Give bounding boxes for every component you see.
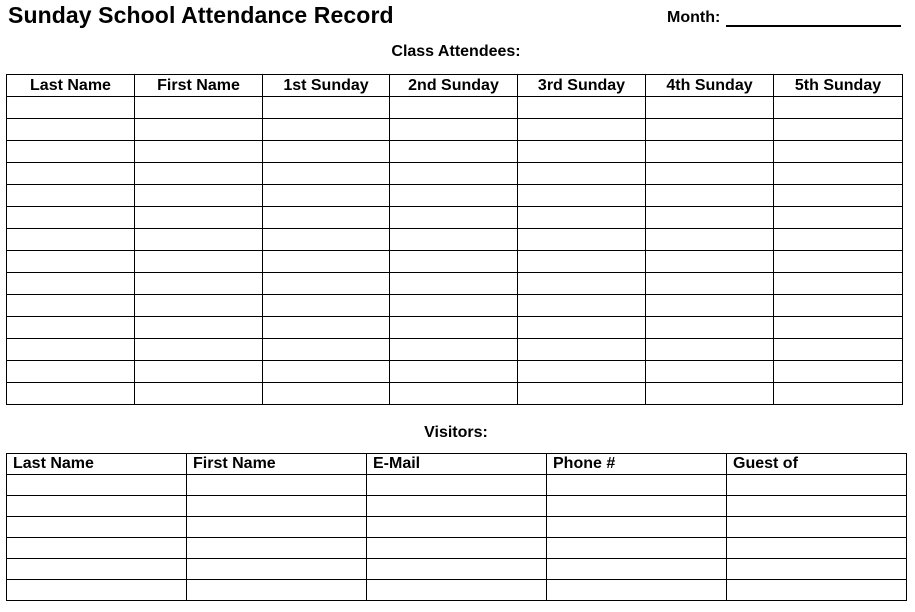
attendee-cell[interactable] — [390, 163, 518, 185]
visitor-cell[interactable] — [367, 580, 547, 601]
attendee-cell[interactable] — [390, 229, 518, 251]
visitor-cell[interactable] — [7, 475, 187, 496]
visitor-row — [7, 496, 907, 517]
attendees-header-row — [7, 75, 903, 97]
attendee-cell[interactable] — [646, 185, 774, 207]
attendee-cell[interactable] — [263, 97, 390, 119]
attendees-col-4th-sunday: 4th Sunday — [646, 75, 774, 97]
visitor-cell[interactable] — [367, 475, 547, 496]
attendee-cell[interactable] — [646, 339, 774, 361]
attendee-cell[interactable] — [518, 361, 646, 383]
visitor-cell[interactable] — [7, 517, 187, 538]
attendee-cell[interactable] — [646, 317, 774, 339]
attendee-cell[interactable] — [263, 317, 390, 339]
attendee-cell[interactable] — [774, 119, 903, 141]
attendee-cell[interactable] — [7, 163, 135, 185]
attendee-cell[interactable] — [390, 119, 518, 141]
attendee-cell[interactable] — [518, 163, 646, 185]
attendee-cell[interactable] — [390, 273, 518, 295]
attendee-cell[interactable] — [518, 141, 646, 163]
visitor-row — [7, 559, 907, 580]
visitor-cell[interactable] — [547, 475, 727, 496]
visitor-cell[interactable] — [187, 496, 367, 517]
attendees-col-1st-sunday: 1st Sunday — [263, 75, 390, 97]
attendee-cell[interactable] — [263, 251, 390, 273]
attendee-cell[interactable] — [7, 295, 135, 317]
attendee-cell[interactable] — [135, 185, 263, 207]
attendee-row — [7, 317, 903, 339]
visitor-cell[interactable] — [547, 580, 727, 601]
visitor-cell[interactable] — [187, 517, 367, 538]
visitor-row — [7, 538, 907, 559]
visitor-cell[interactable] — [367, 538, 547, 559]
attendee-cell[interactable] — [263, 163, 390, 185]
attendee-cell[interactable] — [646, 141, 774, 163]
attendees-col-5th-sunday: 5th Sunday — [774, 75, 903, 97]
attendee-row — [7, 273, 903, 295]
attendee-cell[interactable] — [7, 207, 135, 229]
attendee-cell[interactable] — [774, 273, 903, 295]
visitors-col-guest-of: Guest of — [727, 454, 907, 475]
attendee-cell[interactable] — [646, 163, 774, 185]
attendee-cell[interactable] — [135, 273, 263, 295]
attendee-row — [7, 251, 903, 273]
visitor-cell[interactable] — [7, 538, 187, 559]
visitor-cell[interactable] — [367, 496, 547, 517]
attendee-cell[interactable] — [135, 207, 263, 229]
visitors-table — [6, 453, 907, 601]
attendee-cell[interactable] — [774, 339, 903, 361]
visitors-col-last-name: Last Name — [7, 454, 187, 475]
attendee-cell[interactable] — [7, 383, 135, 405]
attendee-row — [7, 97, 903, 119]
visitor-cell[interactable] — [7, 580, 187, 601]
visitor-cell[interactable] — [547, 538, 727, 559]
attendees-col-last-name: Last Name — [7, 75, 135, 97]
attendee-cell[interactable] — [263, 295, 390, 317]
attendee-cell[interactable] — [7, 339, 135, 361]
attendee-cell[interactable] — [135, 317, 263, 339]
month-field — [667, 8, 901, 27]
visitor-cell[interactable] — [547, 559, 727, 580]
attendee-cell[interactable] — [518, 97, 646, 119]
visitors-header-row — [7, 454, 907, 475]
attendee-cell[interactable] — [774, 163, 903, 185]
visitor-cell[interactable] — [727, 517, 907, 538]
attendee-row — [7, 383, 903, 405]
attendee-cell[interactable] — [7, 141, 135, 163]
attendee-cell[interactable] — [390, 339, 518, 361]
attendee-cell[interactable] — [518, 229, 646, 251]
attendee-cell[interactable] — [390, 185, 518, 207]
attendee-cell[interactable] — [518, 273, 646, 295]
attendee-cell[interactable] — [263, 185, 390, 207]
attendee-cell[interactable] — [7, 317, 135, 339]
attendee-cell[interactable] — [774, 141, 903, 163]
attendee-cell[interactable] — [518, 251, 646, 273]
attendee-row — [7, 141, 903, 163]
attendee-row — [7, 119, 903, 141]
attendee-cell[interactable] — [518, 119, 646, 141]
visitor-cell[interactable] — [727, 538, 907, 559]
attendee-cell[interactable] — [390, 251, 518, 273]
attendee-cell[interactable] — [7, 185, 135, 207]
attendee-cell[interactable] — [390, 317, 518, 339]
visitor-cell[interactable] — [727, 580, 907, 601]
visitor-cell[interactable] — [7, 559, 187, 580]
attendee-cell[interactable] — [774, 97, 903, 119]
attendee-cell[interactable] — [263, 273, 390, 295]
attendee-cell[interactable] — [518, 185, 646, 207]
visitor-cell[interactable] — [187, 580, 367, 601]
attendee-cell[interactable] — [263, 141, 390, 163]
visitor-cell[interactable] — [727, 559, 907, 580]
attendee-cell[interactable] — [135, 229, 263, 251]
attendee-row — [7, 163, 903, 185]
attendee-cell[interactable] — [390, 141, 518, 163]
attendee-cell[interactable] — [646, 295, 774, 317]
attendee-row — [7, 295, 903, 317]
attendee-cell[interactable] — [135, 97, 263, 119]
attendee-cell[interactable] — [518, 339, 646, 361]
visitors-heading: Visitors: — [424, 424, 488, 441]
visitor-row — [7, 517, 907, 538]
attendee-cell[interactable] — [263, 383, 390, 405]
attendee-cell[interactable] — [774, 295, 903, 317]
visitor-cell[interactable] — [547, 517, 727, 538]
attendee-row — [7, 185, 903, 207]
attendee-cell[interactable] — [390, 361, 518, 383]
attendee-cell[interactable] — [390, 295, 518, 317]
attendee-row — [7, 339, 903, 361]
attendee-cell[interactable] — [390, 97, 518, 119]
attendee-cell[interactable] — [646, 119, 774, 141]
attendee-cell[interactable] — [774, 361, 903, 383]
attendee-row — [7, 229, 903, 251]
attendee-cell[interactable] — [518, 383, 646, 405]
attendee-cell[interactable] — [135, 119, 263, 141]
attendee-row — [7, 361, 903, 383]
attendee-cell[interactable] — [646, 251, 774, 273]
visitors-col-first-name: First Name — [187, 454, 367, 475]
attendee-cell[interactable] — [135, 361, 263, 383]
attendees-table — [6, 74, 903, 405]
attendee-cell[interactable] — [774, 185, 903, 207]
attendee-cell[interactable] — [7, 97, 135, 119]
visitor-cell[interactable] — [7, 496, 187, 517]
attendee-row — [7, 207, 903, 229]
attendee-cell[interactable] — [774, 251, 903, 273]
attendee-cell[interactable] — [135, 251, 263, 273]
attendee-cell[interactable] — [518, 317, 646, 339]
visitor-cell[interactable] — [367, 517, 547, 538]
attendee-cell[interactable] — [774, 317, 903, 339]
attendee-cell[interactable] — [390, 207, 518, 229]
attendee-cell[interactable] — [646, 207, 774, 229]
attendee-cell[interactable] — [646, 383, 774, 405]
month-blank-line — [726, 8, 901, 27]
month-label: Month: — [667, 9, 721, 26]
attendee-cell[interactable] — [135, 163, 263, 185]
visitor-cell[interactable] — [187, 475, 367, 496]
attendee-cell[interactable] — [7, 119, 135, 141]
attendee-cell[interactable] — [135, 295, 263, 317]
attendee-cell[interactable] — [646, 229, 774, 251]
attendees-col-2nd-sunday: 2nd Sunday — [390, 75, 518, 97]
visitor-cell[interactable] — [367, 559, 547, 580]
attendee-cell[interactable] — [774, 207, 903, 229]
visitor-cell[interactable] — [547, 496, 727, 517]
attendee-cell[interactable] — [7, 229, 135, 251]
visitor-cell[interactable] — [727, 496, 907, 517]
attendee-cell[interactable] — [7, 361, 135, 383]
attendees-col-first-name: First Name — [135, 75, 263, 97]
attendee-cell[interactable] — [135, 141, 263, 163]
attendee-cell[interactable] — [263, 207, 390, 229]
visitors-col-phone: Phone # — [547, 454, 727, 475]
attendee-cell[interactable] — [7, 273, 135, 295]
visitor-cell[interactable] — [187, 538, 367, 559]
attendees-heading: Class Attendees: — [391, 43, 521, 60]
attendee-cell[interactable] — [646, 273, 774, 295]
attendee-cell[interactable] — [646, 361, 774, 383]
attendee-cell[interactable] — [135, 339, 263, 361]
visitors-col-email: E-Mail — [367, 454, 547, 475]
attendee-cell[interactable] — [518, 207, 646, 229]
attendee-cell[interactable] — [7, 251, 135, 273]
attendee-cell[interactable] — [135, 383, 263, 405]
attendee-cell[interactable] — [774, 229, 903, 251]
visitor-cell[interactable] — [187, 559, 367, 580]
attendee-cell[interactable] — [518, 295, 646, 317]
attendee-cell[interactable] — [263, 229, 390, 251]
attendee-cell[interactable] — [263, 361, 390, 383]
attendee-cell[interactable] — [390, 383, 518, 405]
attendee-cell[interactable] — [774, 383, 903, 405]
visitor-row — [7, 580, 907, 601]
attendee-cell[interactable] — [263, 119, 390, 141]
visitor-row — [7, 475, 907, 496]
attendee-cell[interactable] — [263, 339, 390, 361]
page-title: Sunday School Attendance Record — [8, 2, 394, 28]
visitor-cell[interactable] — [727, 475, 907, 496]
attendees-col-3rd-sunday: 3rd Sunday — [518, 75, 646, 97]
attendee-cell[interactable] — [646, 97, 774, 119]
